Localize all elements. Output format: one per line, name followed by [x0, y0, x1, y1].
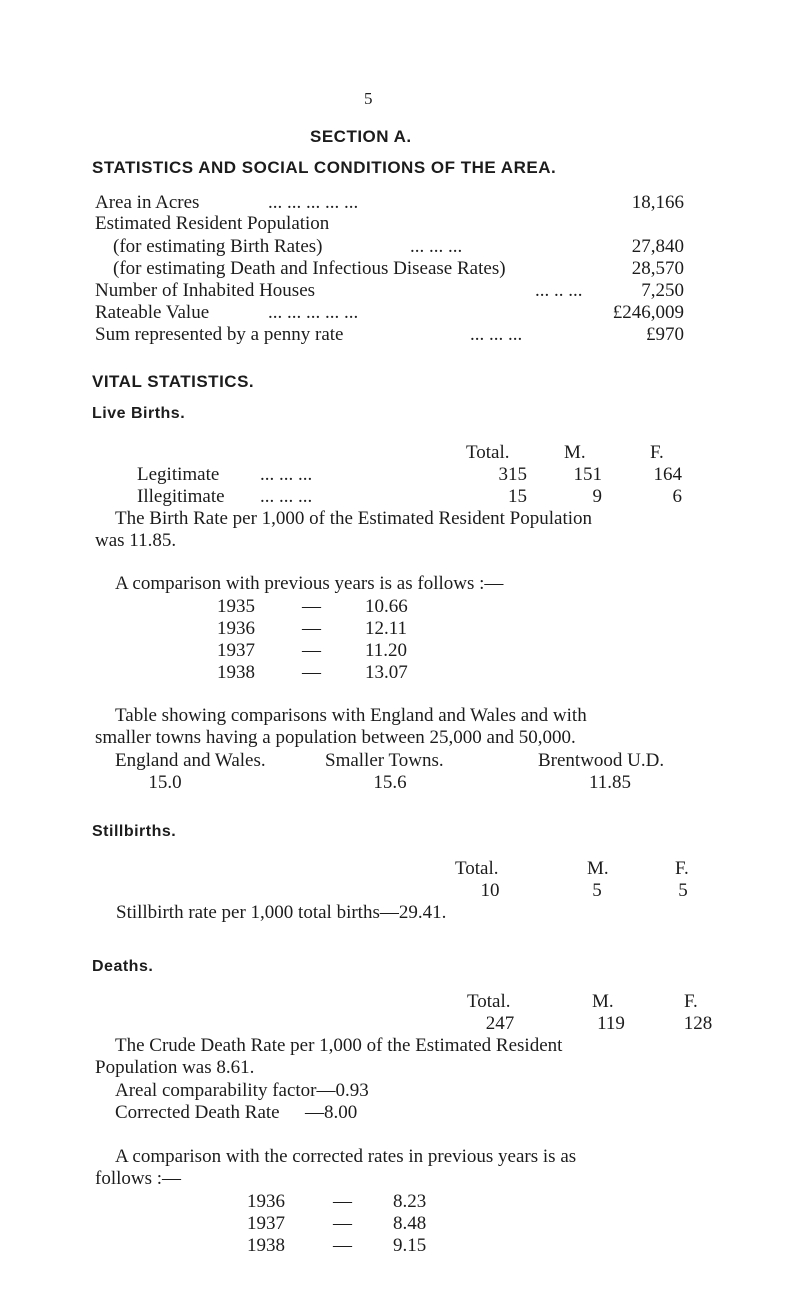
area-stat-label: Area in Acres	[95, 192, 200, 213]
stillbirths-title: Stillbirths.	[92, 823, 177, 840]
main-title: STATISTICS AND SOCIAL CONDITIONS OF THE AREA.	[92, 158, 557, 177]
table-header-smaller-towns: Smaller Towns.	[325, 750, 444, 771]
area-stat-value: 27,840	[631, 236, 684, 257]
table-description: Table showing comparisons with England and Wales and with	[115, 705, 587, 726]
corrected-death-rate-value: —8.00	[305, 1102, 358, 1123]
value-f: 5	[678, 880, 688, 901]
row-m: 9	[592, 486, 602, 507]
area-stat-value: 18,166	[631, 192, 684, 213]
vital-statistics-title: VITAL STATISTICS.	[92, 372, 255, 391]
table-description: smaller towns having a population between 25,000 and 50,000.	[95, 727, 576, 748]
row-f: 164	[653, 464, 682, 485]
comparison-year: 1937	[247, 1213, 285, 1234]
crude-death-rate-text: The Crude Death Rate per 1,000 of the Estimated Resident	[115, 1035, 563, 1056]
comparison-dash: —	[302, 596, 321, 617]
header-f: F.	[650, 442, 664, 463]
header-m: M.	[592, 991, 614, 1012]
comparison-dash: —	[333, 1191, 352, 1212]
birth-rate-text: was 11.85.	[95, 530, 177, 551]
row-label: Legitimate	[137, 464, 220, 485]
area-stat-label: (for estimating Birth Rates)	[113, 236, 323, 257]
area-stat-value: £246,009	[612, 302, 684, 323]
table-value-brentwood: 11.85	[588, 772, 632, 793]
area-stat-label: Number of Inhabited Houses	[95, 280, 316, 301]
row-total: 315	[498, 464, 527, 485]
row-f: 6	[672, 486, 682, 507]
comparison-year: 1937	[217, 640, 255, 661]
table-header-england: England and Wales.	[115, 750, 266, 771]
value-total: 10	[480, 880, 500, 901]
comparison-dash: —	[302, 618, 321, 639]
deaths-title: Deaths.	[92, 958, 154, 975]
area-stat-value: 28,570	[631, 258, 684, 279]
value-m: 5	[592, 880, 602, 901]
area-stat-label: Rateable Value	[95, 302, 210, 323]
area-stat-dots: ... ... ... ... ...	[268, 302, 359, 323]
comparison-year: 1936	[217, 618, 255, 639]
row-dots: ... ... ...	[260, 486, 313, 507]
value-m: 119	[597, 1013, 625, 1034]
row-dots: ... ... ...	[260, 464, 313, 485]
area-stat-dots: ... .. ...	[535, 280, 583, 301]
comparison-value: 10.66	[365, 596, 408, 617]
page-number: 5	[364, 89, 373, 108]
value-total: 247	[485, 1013, 515, 1034]
comparison-value: 12.11	[365, 618, 408, 639]
header-f: F.	[675, 858, 689, 879]
comparison-value: 8.48	[393, 1213, 427, 1234]
death-comparison-intro: follows :—	[95, 1168, 182, 1189]
birth-rate-text: The Birth Rate per 1,000 of the Estimated Resident Population	[115, 508, 593, 529]
header-total: Total.	[455, 858, 499, 879]
header-m: M.	[587, 858, 609, 879]
section-title: SECTION A.	[310, 127, 412, 146]
comparison-year: 1938	[247, 1235, 285, 1256]
area-stat-label: Sum represented by a penny rate	[95, 324, 344, 345]
comparison-value: 13.07	[365, 662, 408, 683]
row-total: 15	[508, 486, 527, 507]
area-stat-dots: ... ... ...	[410, 236, 463, 257]
header-m: M.	[564, 442, 586, 463]
value-f: 128	[683, 1013, 713, 1034]
comparison-dash: —	[333, 1213, 352, 1234]
death-comparison-intro: A comparison with the corrected rates in previous years is as	[115, 1146, 577, 1167]
header-f: F.	[684, 991, 698, 1012]
header-total: Total.	[467, 991, 511, 1012]
comparison-value: 11.20	[365, 640, 408, 661]
area-stat-value: £970	[646, 324, 684, 345]
corrected-death-rate-label: Corrected Death Rate	[115, 1102, 280, 1123]
comparison-dash: —	[333, 1235, 352, 1256]
header-total: Total.	[466, 442, 510, 463]
row-label: Illegitimate	[137, 486, 225, 507]
comparison-year: 1935	[217, 596, 255, 617]
comparison-dash: —	[302, 640, 321, 661]
table-value-smaller-towns: 15.6	[373, 772, 407, 793]
area-stat-label: Estimated Resident Population	[95, 213, 330, 234]
comparison-dash: —	[302, 662, 321, 683]
comparison-value: 8.23	[393, 1191, 427, 1212]
comparison-year: 1938	[217, 662, 255, 683]
comparison-intro: A comparison with previous years is as follows :—	[115, 573, 504, 594]
area-stat-dots: ... ... ...	[470, 324, 523, 345]
areal-comparability: Areal comparability factor—0.93	[115, 1080, 369, 1101]
comparison-year: 1936	[247, 1191, 285, 1212]
crude-death-rate-text: Population was 8.61.	[95, 1057, 255, 1078]
live-births-title: Live Births.	[92, 405, 186, 422]
area-stat-dots: ... ... ... ... ...	[268, 192, 359, 213]
row-m: 151	[573, 464, 602, 485]
area-stat-label: (for estimating Death and Infectious Disease Rates)	[113, 258, 506, 279]
table-header-brentwood: Brentwood U.D.	[538, 750, 665, 771]
stillbirth-rate-text: Stillbirth rate per 1,000 total births—29.41.	[116, 902, 447, 923]
comparison-value: 9.15	[393, 1235, 427, 1256]
area-stat-value: 7,250	[641, 280, 684, 301]
table-value-england: 15.0	[148, 772, 182, 793]
